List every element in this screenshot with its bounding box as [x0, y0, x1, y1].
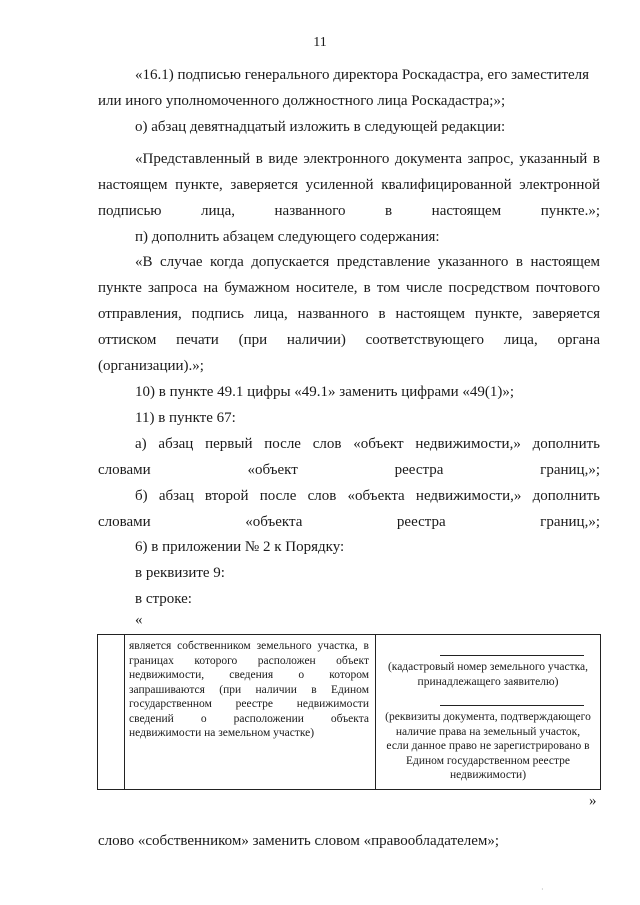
scan-mark: ·: [541, 885, 544, 894]
paragraph-5: «В случае когда допускается представление указанного в настоящем пункте запроса на бумажном носителе, в том числе посредством почтового отправления, подпись лица, названного в настоящем пункте, заверяется оттиском печати (при наличии) соответствующего лица, органа (организации).»;: [98, 254, 600, 374]
closing-quote: »: [589, 793, 597, 809]
opening-quote: «: [135, 612, 143, 628]
table-cell-empty: [98, 635, 125, 790]
paragraph-4: п) дополнить абзацем следующего содержания:: [135, 229, 440, 245]
fill-line: [440, 699, 584, 706]
paragraph-6: 10) в пункте 49.1 цифры «49.1» заменить цифрами «49(1)»;: [135, 384, 515, 400]
table-cell-description: является собственником земельного участка, в границах которого расположен объект недвижимости, сведения о котором запрашиваются (при наличии в Едином государственном реестре недвижимости сведений о расположении объекта недвижимости на земельном участке): [125, 635, 376, 790]
paragraph-7: 11) в пункте 67:: [135, 410, 236, 426]
table-row: [98, 635, 601, 790]
paragraph-8: а) абзац первый после слов «объект недвижимости,» дополнить словами «объект реестра границ,»;: [98, 436, 600, 478]
final-paragraph: слово «собственником» заменить словом «правообладателем»;: [98, 833, 500, 849]
paragraph-10: 6) в приложении № 2 к Порядку:: [135, 539, 345, 555]
paragraph-12: в строке:: [135, 591, 192, 607]
paragraph-3: «Представленный в виде электронного документа запрос, указанный в настоящем пункте, заверяется усиленной квалифицированной электронной подписью лица, названного в настоящем пункте.»;: [98, 151, 600, 219]
fill-line: [440, 649, 584, 656]
page-number: 11: [313, 35, 327, 50]
requisite-table: [97, 634, 601, 790]
paragraph-11: в реквизите 9:: [135, 565, 225, 581]
paragraph-9: б) абзац второй после слов «объекта недвижимости,» дополнить словами «объекта реестра границ,»;: [98, 488, 600, 530]
table-cell-fields: [376, 635, 601, 790]
cadastral-number-caption: (кадастровый номер земельного участка, принадлежащего заявителю): [387, 661, 589, 688]
document-details-caption: (реквизиты документа, подтверждающего наличие права на земельный участок, если данное право не зарегистрировано в Едином государственном реестре недвижимости): [385, 711, 591, 781]
paragraph-1: «16.1) подписью генерального директора Роскадастра, его заместителя или иного уполномоченного должностного лица Роскадастра;»;: [98, 67, 590, 109]
paragraph-2: о) абзац девятнадцатый изложить в следующей редакции:: [135, 119, 506, 135]
